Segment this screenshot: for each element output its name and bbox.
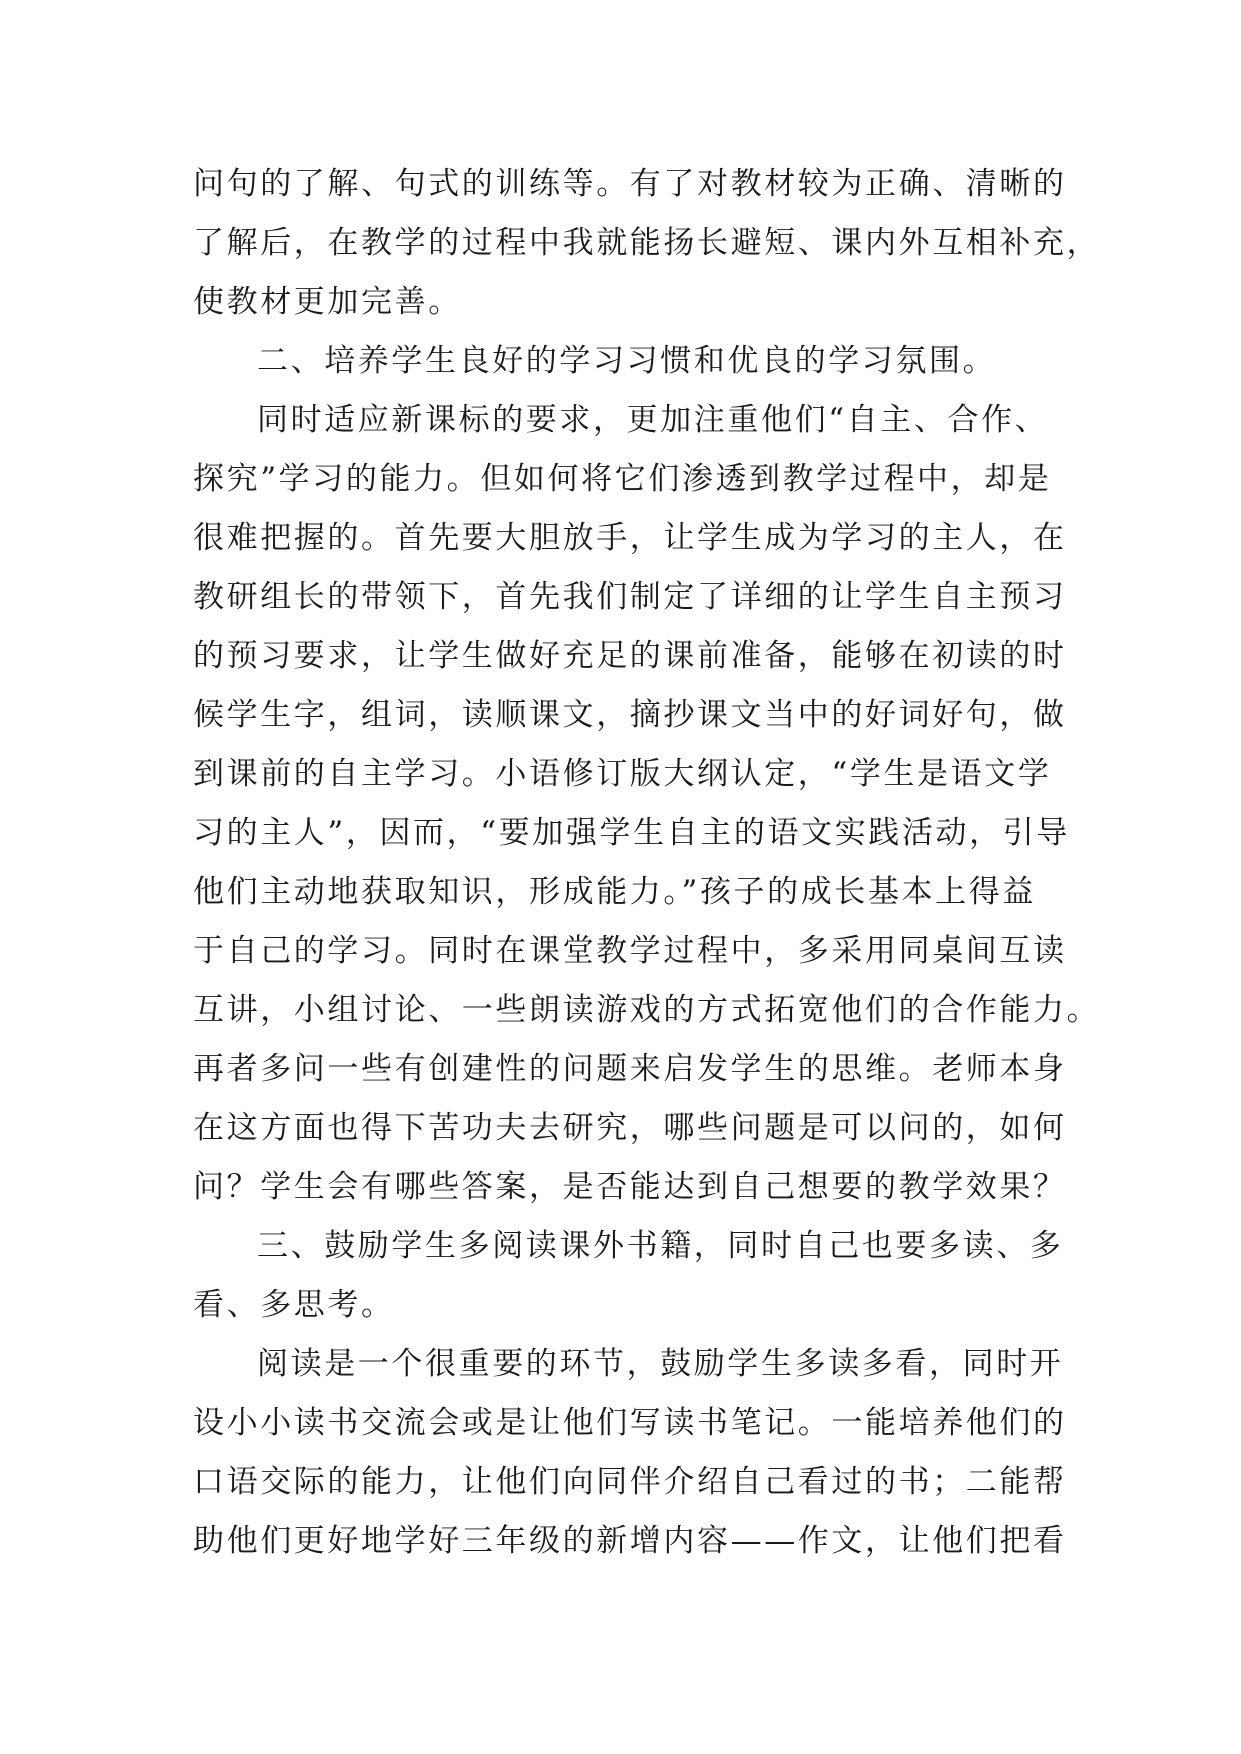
text-line: 他们主动地获取知识，形成能力。”孩子的成长基本上得益 bbox=[193, 874, 1036, 910]
text-line: 探究”学习的能力。但如何将它们渗透到教学过程中，却是 bbox=[193, 461, 1052, 497]
text-line: 设小小读书交流会或是让他们写读书笔记。一能培养他们的 bbox=[193, 1405, 1067, 1441]
text-line: 同时适应新课标的要求，更加注重他们“自主、合作、 bbox=[257, 402, 1049, 438]
text-line: 再者多问一些有创建性的问题来启发学生的思维。老师本身 bbox=[193, 1051, 1067, 1087]
text-line: 使教材更加完善。 bbox=[193, 284, 462, 320]
document-page bbox=[193, 155, 1101, 1571]
section-heading: 二、培养学生良好的学习习惯和优良的学习氛围。 bbox=[257, 343, 997, 379]
text-line: 到课前的自主学习。小语修订版大纲认定，“学生是语文学 bbox=[193, 756, 1052, 792]
text-line: 助他们更好地学好三年级的新增内容——作文，让他们把看 bbox=[193, 1523, 1067, 1559]
text-line: 习的主人”，因而，“要加强学生自主的语文实践活动，引导 bbox=[193, 815, 1070, 851]
text-line: 阅读是一个很重要的环节，鼓励学生多读多看，同时开 bbox=[257, 1346, 1064, 1382]
text-line: 教研组长的带领下，首先我们制定了详细的让学生自主预习 bbox=[193, 579, 1067, 615]
text-line: 于自己的学习。同时在课堂教学过程中，多采用同桌间互读 bbox=[193, 933, 1067, 969]
text-line: 候学生字，组词，读顺课文，摘抄课文当中的好词好句，做 bbox=[193, 697, 1067, 733]
text-line: 看、多思考。 bbox=[193, 1287, 395, 1323]
text-line: 问？学生会有哪些答案，是否能达到自己想要的教学效果？ bbox=[193, 1169, 1067, 1205]
section-heading: 三、鼓励学生多阅读课外书籍，同时自己也要多读、多 bbox=[257, 1228, 1064, 1264]
text-line: 在这方面也得下苦功夫去研究，哪些问题是可以问的，如何 bbox=[193, 1110, 1067, 1146]
text-line: 很难把握的。首先要大胆放手，让学生成为学习的主人，在 bbox=[193, 520, 1067, 556]
text-line: 问句的了解、句式的训练等。有了对教材较为正确、清晰的 bbox=[193, 166, 1067, 202]
text-line: 口语交际的能力，让他们向同伴介绍自己看过的书；二能帮 bbox=[193, 1464, 1067, 1500]
text-line: 互讲，小组讨论、一些朗读游戏的方式拓宽他们的合作能力。 bbox=[193, 992, 1101, 1028]
text-line: 的预习要求，让学生做好充足的课前准备，能够在初读的时 bbox=[193, 638, 1067, 674]
text-line: 了解后，在教学的过程中我就能扬长避短、课内外互相补充， bbox=[193, 225, 1101, 261]
